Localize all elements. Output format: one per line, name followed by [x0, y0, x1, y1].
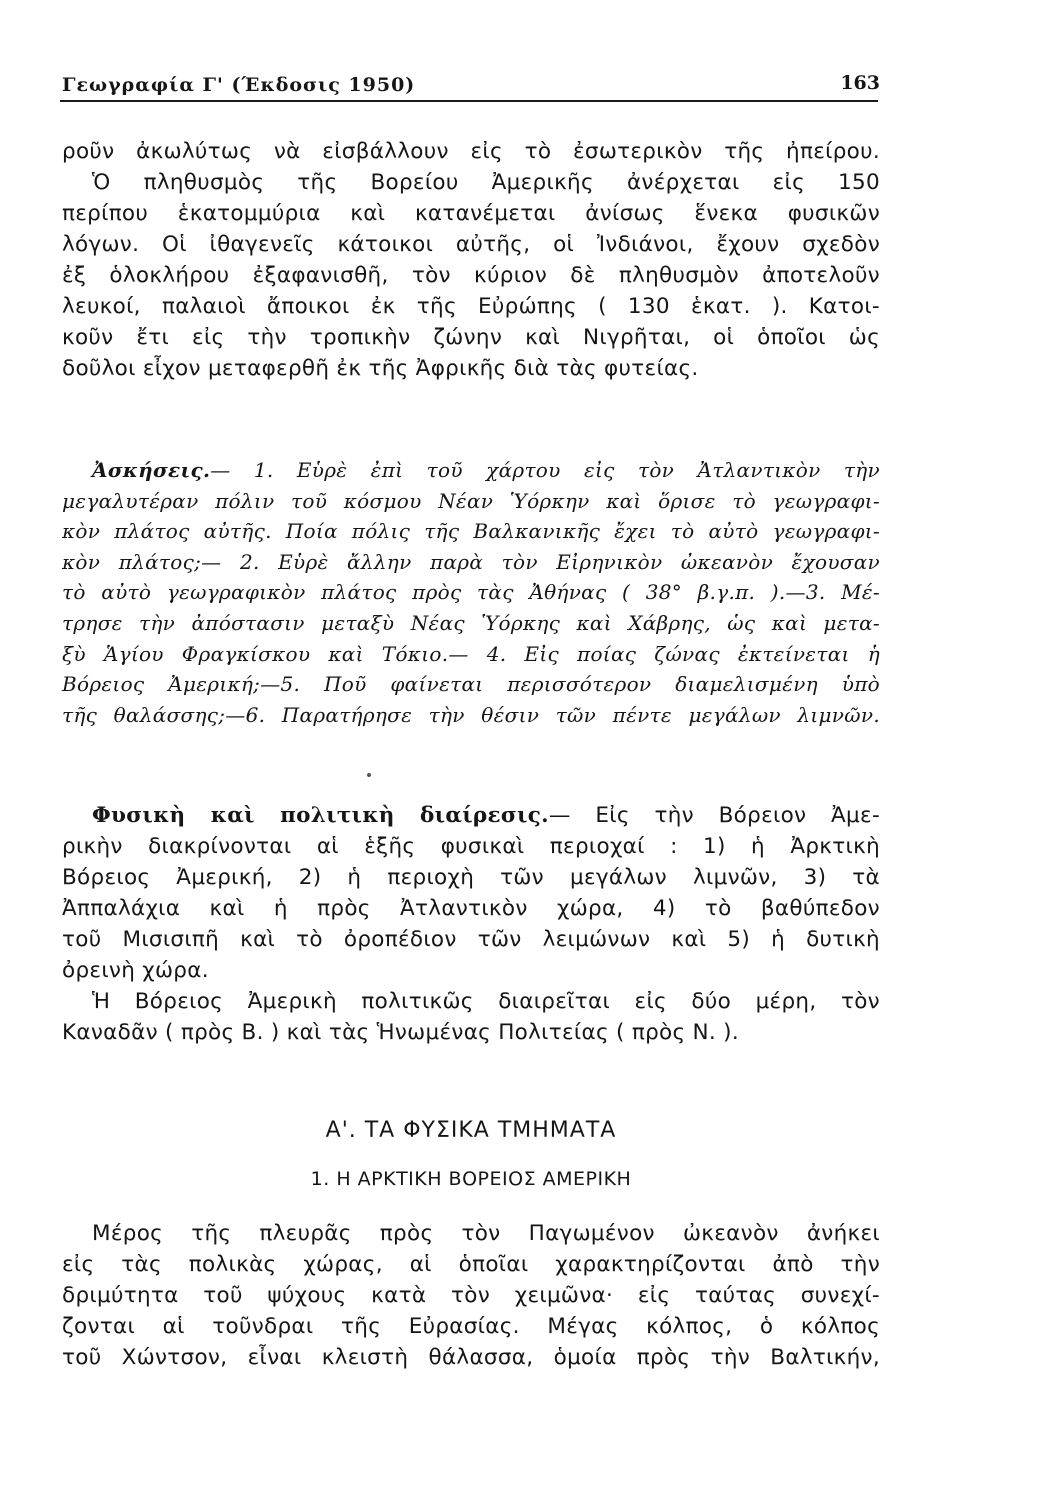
text-line: ὀρεινὴ χώρα. [62, 958, 209, 983]
text-line: λευκοί, παλαιοὶ ἄποικοι ἐκ τῆς Εὐρώπης ( 130 ἑκατ. ). Κατοι- [62, 294, 880, 319]
ink-speck [367, 773, 371, 777]
division-first-line [62, 800, 880, 831]
exercises-text: — 1. Εὑρὲ ἐπὶ τοῦ χάρτου εἰς τὸν Ἀτλαντικὸν τὴν [210, 458, 880, 482]
text-line: ἐξ ὁλοκλήρου ἐξαφανισθῆ, τὸν κύριον δὲ πληθυσμὸν ἀποτελοῦν [62, 263, 880, 288]
text-line: δοῦλοι εἶχον μεταφερθῆ ἐκ τῆς Ἀφρικῆς διὰ τὰς φυτείας. [62, 356, 699, 381]
division-heading: Φυσικὴ καὶ πολιτικὴ διαίρεσις. [92, 803, 549, 828]
page-number: 163 [840, 72, 880, 94]
text-line: τοῦ Χώντσον, εἶναι κλειστὴ θάλασσα, ὁμοία πρὸς τὴν Βαλτικήν, [62, 1345, 880, 1370]
text-line: τρησε τὴν ἀπόστασιν μεταξὺ Νέας Ὑόρκης καὶ Χάβρης, ὡς καὶ μετα- [62, 610, 880, 635]
text-line: ξὺ Ἁγίου Φραγκίσκου καὶ Τόκιο.— 4. Εἰς ποίας ζώνας ἐκτείνεται ἡ [62, 641, 880, 666]
text-line: Καναδᾶν ( πρὸς Β. ) καὶ τὰς Ἡνωμένας Πολιτείας ( πρὸς Ν. ). [62, 1020, 739, 1045]
text-line: ρικὴν διακρίνονται αἱ ἑξῆς φυσικαὶ περιοχαί : 1) ἡ Ἀρκτικὴ [62, 834, 880, 859]
text-line: κοῦν ἔτι εἰς τὴν τροπικὴν ζώνην καὶ Νιγρῆται, οἱ ὁποῖοι ὡς [62, 325, 880, 350]
division-paragraph [62, 800, 880, 1048]
exercises-block [62, 455, 880, 730]
page-header [62, 72, 880, 98]
division-text: — Εἰς τὴν Βόρειον Ἀμε- [548, 803, 881, 828]
text-line: τοῦ Μισισιπῆ καὶ τὸ ὀροπέδιον τῶν λειμώνων καὶ 5) ἡ δυτικὴ [62, 927, 880, 952]
text-line: τῆς θαλάσσης;—6. Παρατήρησε τὴν θέσιν τῶν πέντε μεγάλων λιμνῶν. [62, 702, 880, 727]
text-line: κὸν πλάτος;— 2. Εὑρὲ ἄλλην παρὰ τὸν Εἰρηνικὸν ὠκεανὸν ἔχουσαν [62, 549, 880, 574]
text-line: εἰς τὰς πολικὰς χώρας, αἱ ὁποῖαι χαρακτηρίζονται ἀπὸ τὴν [62, 1252, 880, 1277]
section-title: Α'. ΤΑ ΦΥΣΙΚΑ ΤΜΗΜΑΤΑ [325, 1118, 617, 1143]
subsection-title: 1. Η ΑΡΚΤΙΚΗ ΒΟΡΕΙΟΣ ΑΜΕΡΙΚΗ [310, 1168, 632, 1190]
text-line: Ἀππαλάχια καὶ ἡ πρὸς Ἀτλαντικὸν χώρα, 4) τὸ βαθύπεδον [62, 896, 880, 921]
text-line: μεγαλυτέραν πόλιν τοῦ κόσμου Νέαν Ὑόρκην καὶ ὅρισε τὸ γεωγραφι- [62, 488, 880, 513]
text-line: Ἡ Βόρειος Ἀμερικὴ πολιτικῶς διαιρεῖται εἰς δύο μέρη, τὸν [92, 989, 880, 1014]
text-line: περίπου ἑκατομμύρια καὶ κατανέμεται ἀνίσως ἕνεκα φυσικῶν [62, 201, 880, 226]
text-line: δριμύτητα τοῦ ψύχους κατὰ τὸν χειμῶνα· εἰς ταύτας συνεχί- [62, 1283, 880, 1308]
text-line: ζονται αἱ τοῦνδραι τῆς Εὐρασίας. Μέγας κόλπος, ὁ κόλπος [62, 1314, 880, 1339]
exercises-heading: Ἀσκήσεις. [92, 458, 211, 482]
text-line: ροῦν ἀκωλύτως νὰ εἰσβάλλουν εἰς τὸ ἐσωτερικὸν τῆς ἠπείρου. [62, 139, 880, 164]
text-line: λόγων. Οἱ ἰθαγενεῖς κάτοικοι αὐτῆς, οἱ Ἰνδιάνοι, ἔχουν σχεδὸν [62, 232, 880, 257]
text-line: τὸ αὐτὸ γεωγραφικὸν πλάτος πρὸς τὰς Ἀθήνας ( 38° β.γ.π. ).—3. Μέ- [62, 580, 880, 605]
header-rule [60, 100, 878, 102]
running-title: Γεωγραφία Γ' (Έκδοσις 1950) [62, 74, 416, 96]
exercises-first-line [62, 455, 880, 486]
population-paragraph [62, 136, 880, 384]
text-line: Βόρειος Ἀμερική, 2) ἡ περιοχὴ τῶν μεγάλων λιμνῶν, 3) τὰ [62, 865, 880, 890]
arctic-paragraph [62, 1218, 880, 1373]
text-line: Μέρος τῆς πλευρᾶς πρὸς τὸν Παγωμένον ὠκεανὸν ἀνήκει [92, 1221, 880, 1246]
text-line: κὸν πλάτος αὐτῆς. Ποία πόλις τῆς Βαλκανικῆς ἔχει τὸ αὐτὸ γεωγραφι- [62, 519, 880, 544]
text-line: Βόρειος Ἀμερική;—5. Ποῦ φαίνεται περισσότερον διαμελισμένη ὑπὸ [62, 672, 880, 697]
text-line: Ὁ πληθυσμὸς τῆς Βορείου Ἀμερικῆς ἀνέρχεται εἰς 150 [92, 170, 880, 195]
